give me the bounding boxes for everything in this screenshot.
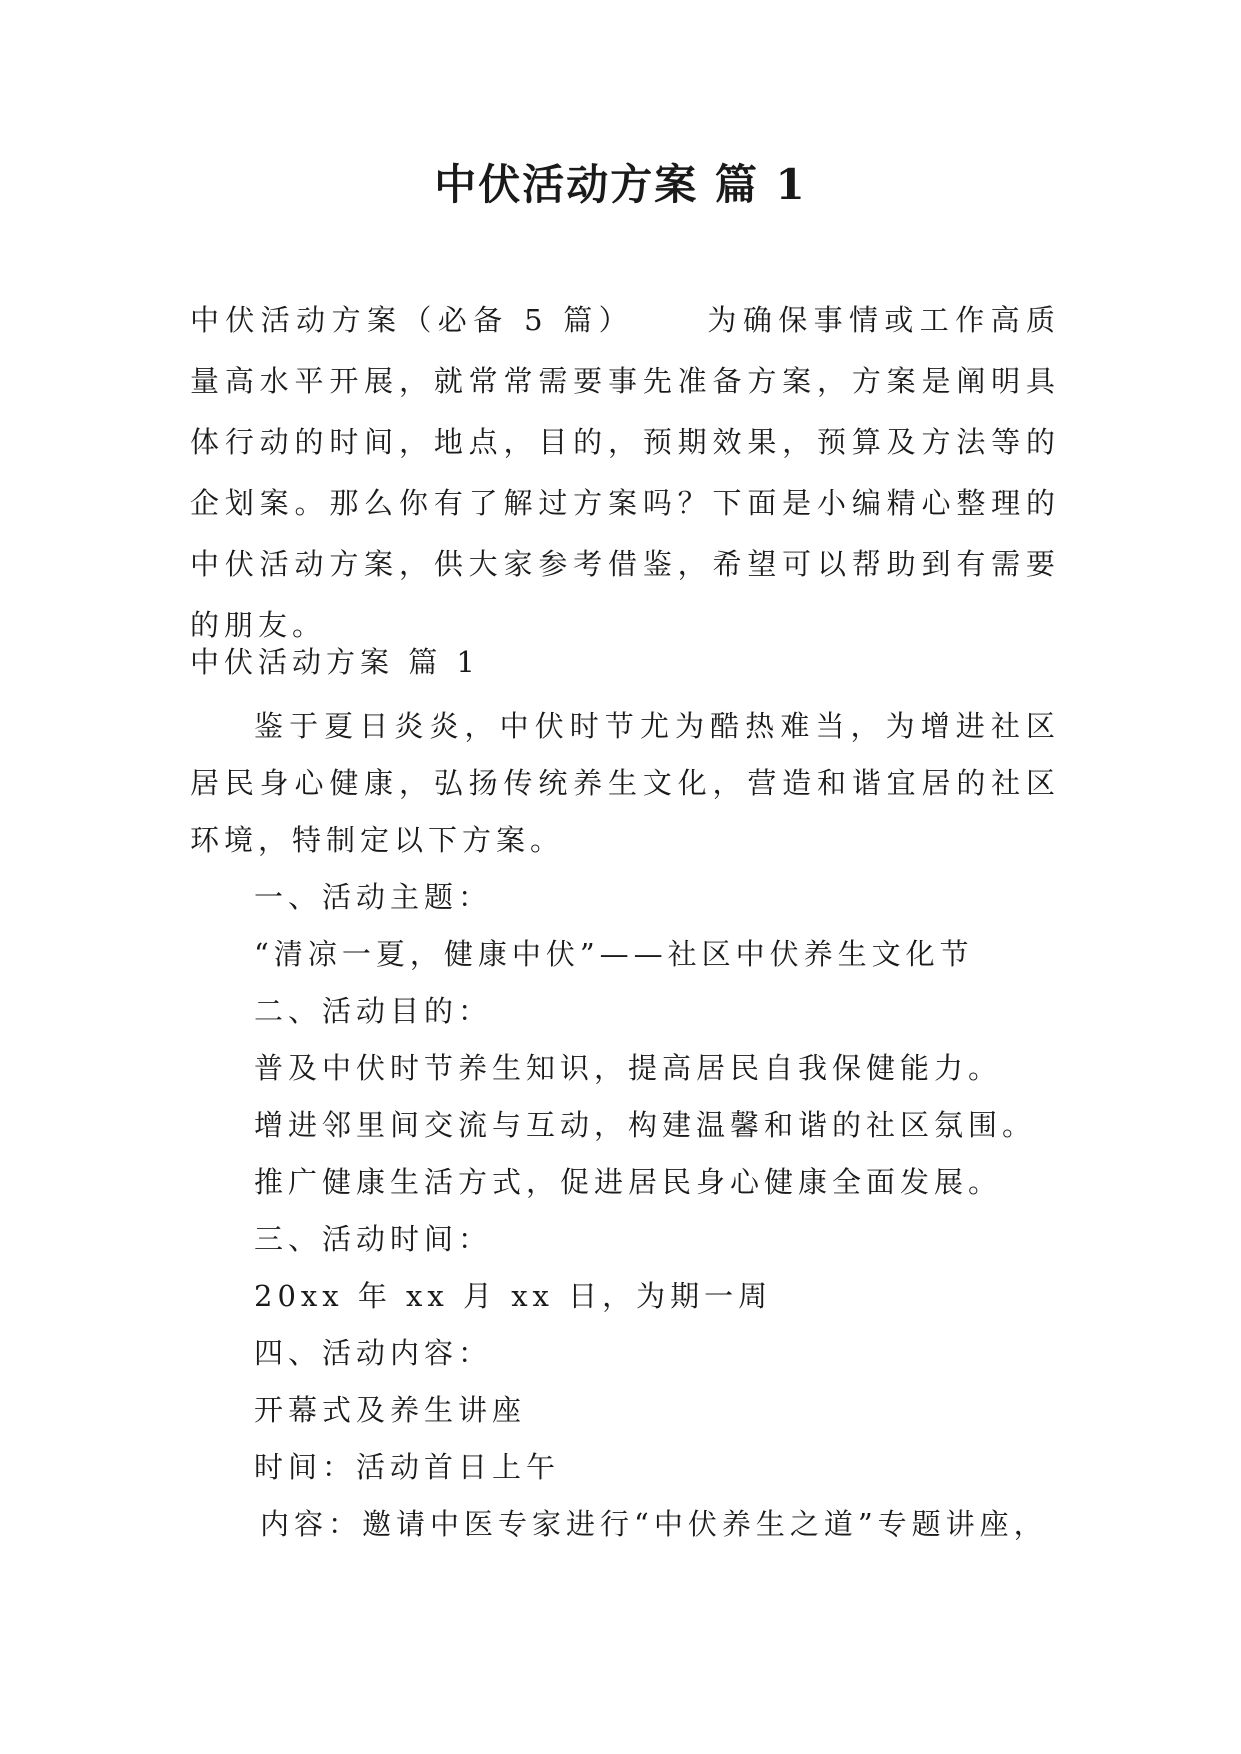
time-text: 20xx 年 xx 月 xx 日，为期一周 [254,1279,773,1313]
content-item-title: 开幕式及养生讲座 [254,1393,527,1427]
purpose-item: 普及中伏时节养生知识，提高居民自我保健能力。 [254,1051,1003,1085]
heading-time: 三、活动时间： [254,1222,493,1256]
intro-paragraph [190,290,1060,656]
heading-theme: 一、活动主题： [254,880,493,914]
intro-label: 中伏活动方案（必备 5 篇） [190,303,635,337]
document-title: 中伏活动方案 篇 1 [434,160,807,209]
content-item-time: 时间：活动首日上午 [254,1450,561,1484]
intro-text: 为确保事情或工作高质量高水平开展，就常常需要事先准备方案，方案是阐明具体行动的时间，地点，目的，预期效果，预算及方法等的企划案。那么你有了解过方案吗？下面是小编精心整理的中伏活动方案，供大家参考借鉴，希望可以帮助到有需要的朋友。 [190,303,1060,642]
section-body [190,698,1060,1553]
purpose-item: 推广健康生活方式，促进居民身心健康全面发展。 [254,1165,1003,1199]
theme-text: “清凉一夏，健康中伏”——社区中伏养生文化节 [254,937,974,971]
section-paragraph: 鉴于夏日炎炎，中伏时节尤为酷热难当，为增进社区居民身心健康，弘扬传统养生文化，营造和谐宜居的社区环境，特制定以下方案。 [190,709,1060,857]
content-item-detail: 内容：邀请中医专家进行“中伏养生之道”专题讲座， [260,1507,1048,1541]
section-heading: 中伏活动方案 篇 1 [190,645,480,679]
heading-purpose: 二、活动目的： [254,994,493,1028]
purpose-item: 增进邻里间交流与互动，构建温馨和谐的社区氛围。 [254,1108,1037,1142]
heading-content: 四、活动内容： [254,1336,493,1370]
